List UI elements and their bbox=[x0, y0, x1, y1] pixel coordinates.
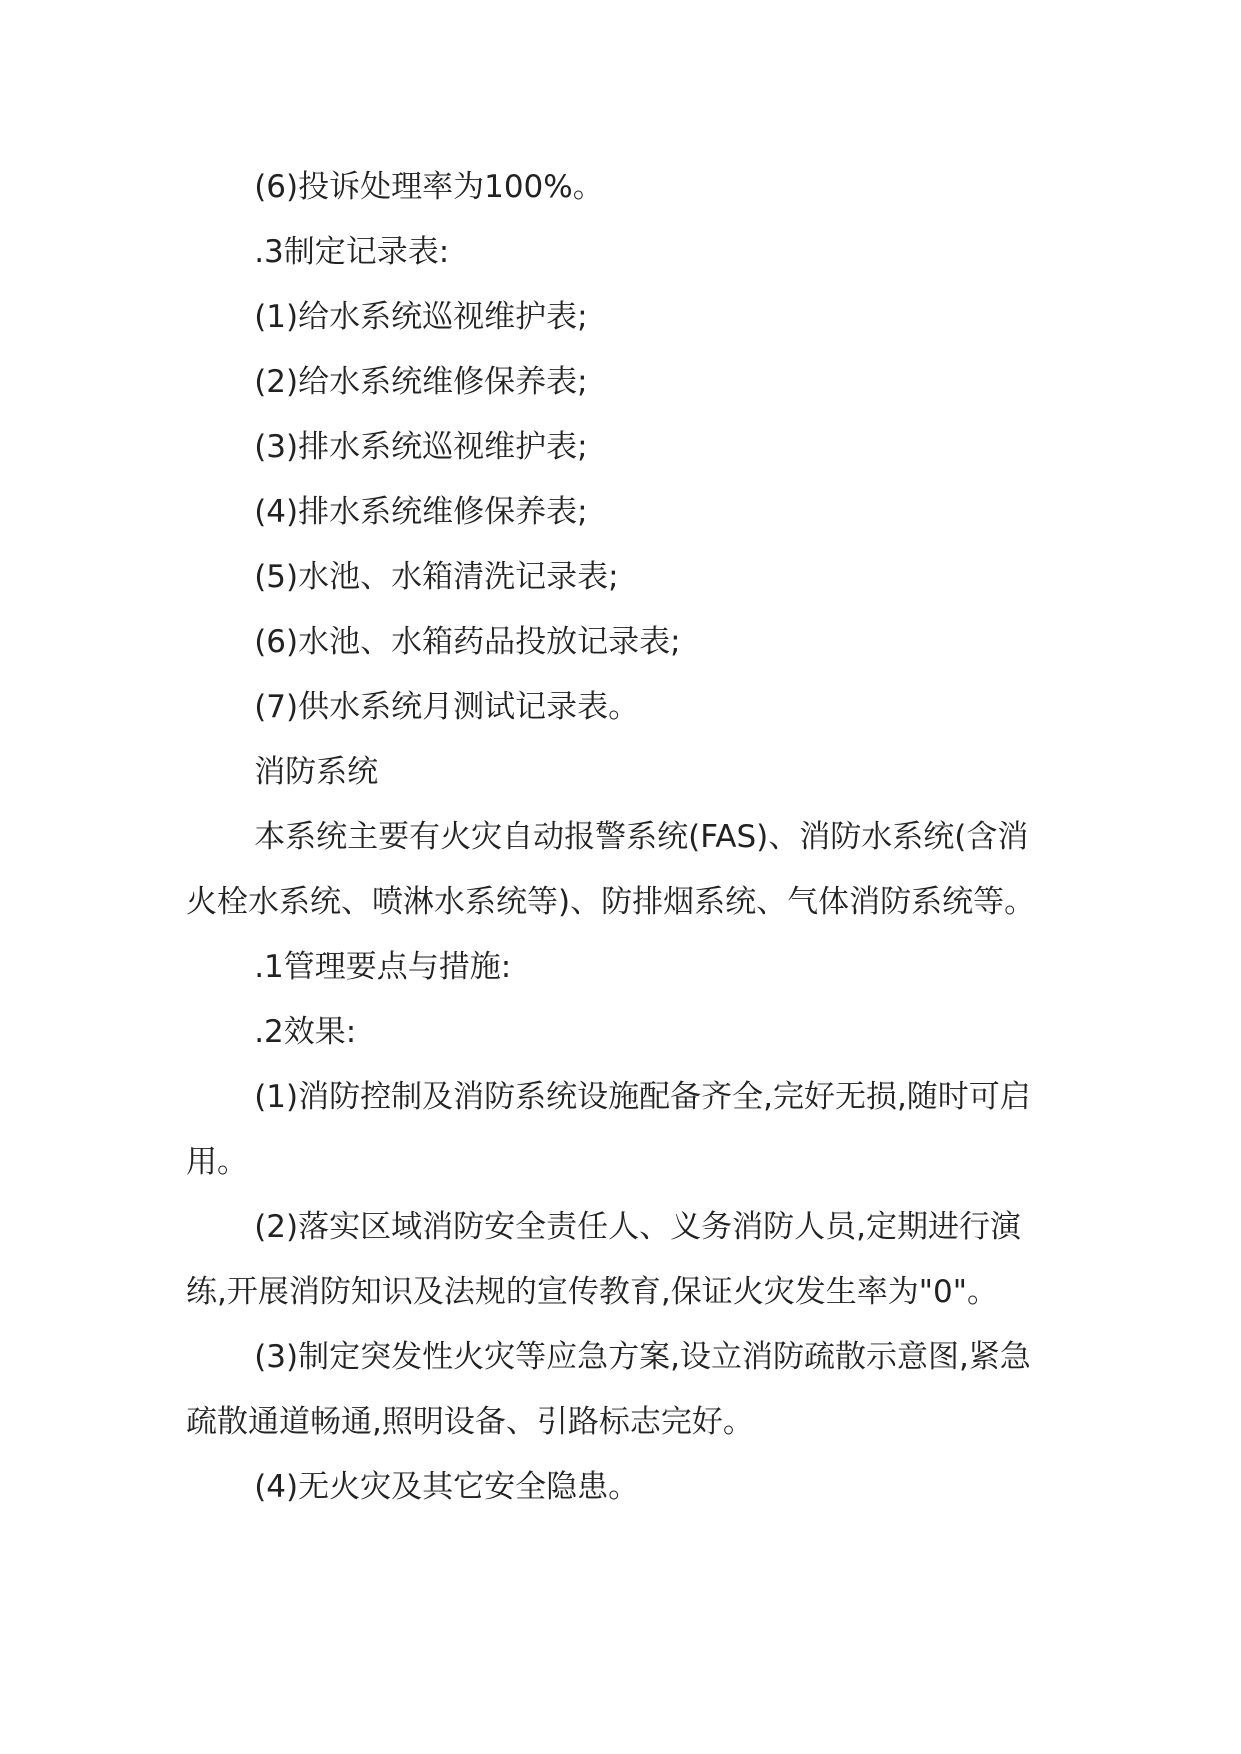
paragraph-tank-cleaning: (5)水池、水箱清洗记录表; bbox=[254, 559, 619, 595]
paragraph-water-supply-inspection: (1)给水系统巡视维护表; bbox=[254, 299, 588, 335]
section-heading-fire-system: 消防系统 bbox=[254, 754, 379, 790]
paragraph-effect-1: (1)消防控制及消防系统设施配备齐全,完好无损,随时可启用。 bbox=[186, 1079, 1031, 1180]
paragraph-effect-3: (3)制定突发性火灾等应急方案,设立消防疏散示意图,紧急疏散通道畅通,照明设备、引路标志完好。 bbox=[186, 1339, 1031, 1440]
paragraph-tank-chemicals: (6)水池、水箱药品投放记录表; bbox=[254, 624, 681, 660]
document-body bbox=[186, 155, 1056, 1520]
paragraph-fire-system-overview: 本系统主要有火灾自动报警系统(FAS)、消防水系统(含消火栓水系统、喷淋水系统等)、防排烟系统、气体消防系统等。 bbox=[186, 819, 1036, 920]
paragraph-water-supply-maintenance: (2)给水系统维修保养表; bbox=[254, 364, 588, 400]
paragraph-monthly-test: (7)供水系统月测试记录表。 bbox=[254, 689, 640, 725]
paragraph-effect-4: (4)无火灾及其它安全隐患。 bbox=[254, 1469, 640, 1505]
paragraph-drainage-inspection: (3)排水系统巡视维护表; bbox=[254, 429, 588, 465]
paragraph-drainage-maintenance: (4)排水系统维修保养表; bbox=[254, 494, 588, 530]
paragraph-effects-heading: .2效果: bbox=[254, 1014, 357, 1050]
paragraph-complaint-rate: (6)投诉处理率为100%。 bbox=[254, 169, 604, 205]
paragraph-effect-2: (2)落实区域消防安全责任人、义务消防人员,定期进行演练,开展消防知识及法规的宣传教育,保证火灾发生率为"0"。 bbox=[186, 1209, 1021, 1310]
paragraph-record-tables-heading: .3制定记录表: bbox=[254, 234, 450, 270]
paragraph-management-points: .1管理要点与措施: bbox=[254, 949, 512, 985]
